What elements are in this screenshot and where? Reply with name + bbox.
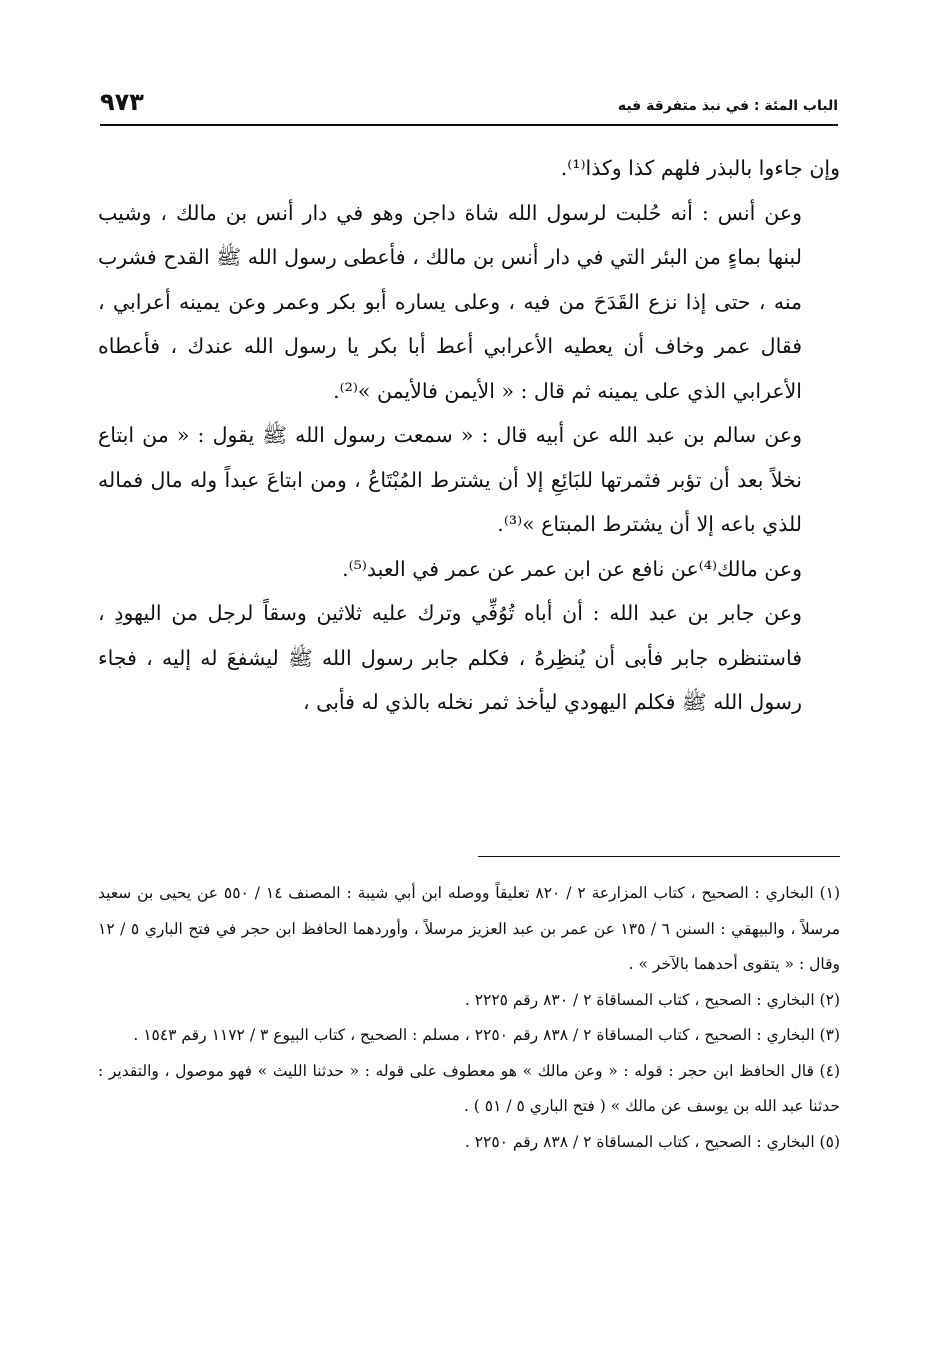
- running-title: الباب المئة : في نبذ متفرقة فيه: [617, 98, 838, 114]
- footnote-4: (٤) قال الحافظ ابن حجر : قوله : « وعن مالك » هو معطوف على قوله : « حدثنا الليث » فهو موصول ، والتقدير : حدثنا عبد الله بن يوسف عن مالك » ( فتح الباري ٥ / ٥١ ) .: [98, 1061, 840, 1115]
- page-number: ٩٧٣: [100, 88, 144, 116]
- paragraph-1: وإن جاءوا بالبذر فلهم كذا وكذا⁽¹⁾.: [560, 156, 840, 180]
- page-header: [100, 88, 838, 126]
- footnote-1: (١) البخاري : الصحيح ، كتاب المزارعة ٢ / ٨٢٠ تعليقاً ووصله ابن أبي شيبة : المصنف ١٤ / ٥٥٠ عن يحيى بن سعيد مرسلاً ، والبيهقي : السنن ٦ / ١٣٥ عن عمر بن عبد العزيز مرسلاً ، وأوردهما الحافظ ابن حجر في فتح الباري ٥ / ١٢ وقال : « يتقوى أحدهما بالآخر » .: [98, 884, 841, 973]
- paragraph-4: وعن مالك⁽⁴⁾عن نافع عن ابن عمر عن عمر في العبد⁽⁵⁾.: [342, 556, 802, 581]
- footnotes: [98, 876, 840, 1160]
- paragraph-3: وعن سالم بن عبد الله عن أبيه قال : « سمعت رسول الله ﷺ يقول : « من ابتاع نخلاً بعد أن تؤبر فثمرتها للبَائِعِ إلا أن يشترط المُبْتَاعُ ، ومن ابتاعَ عبداً وله مال فماله للذي باعه إلا أن يشترط المبتاع »⁽³⁾.: [98, 423, 802, 536]
- main-text: [98, 146, 840, 725]
- footnote-3: (٣) البخاري : الصحيح ، كتاب المساقاة ٢ / ٨٣٨ رقم ٢٢٥٠ ، مسلم : الصحيح ، كتاب البيوع ٣ / ١١٧٢ رقم ١٥٤٣ .: [133, 1026, 840, 1044]
- footnote-5: (٥) البخاري : الصحيح ، كتاب المساقاة ٢ / ٨٣٨ رقم ٢٢٥٠ .: [464, 1132, 840, 1151]
- paragraph-5: وعن جابر بن عبد الله : أن أباه تُوُفِّي وترك عليه ثلاثين وسقاً لرجل من اليهودِ ، فاستنظره جابر فأبى أن يُنظِرهُ ، فكلم جابر رسول الله ﷺ ليشفعَ له إليه ، فجاء رسول الله ﷺ فكلم اليهودي ليأخذ ثمر نخله بالذي له فأبى ،: [98, 601, 802, 714]
- footnote-separator: [478, 856, 840, 857]
- header-rule: [100, 124, 838, 126]
- footnote-2: (٢) البخاري : الصحيح ، كتاب المساقاة ٢ / ٨٣٠ رقم ٢٢٢٥ .: [464, 990, 840, 1009]
- paragraph-2: وعن أنس : أنه حُلبت لرسول الله شاة داجن وهو في دار أنس بن مالك ، وشيب لبنها بماءٍ من البئر التي في دار أنس بن مالك ، فأعطى رسول الله ﷺ القدح فشرب منه ، حتى إذا نزع القَدَحَ من فيه ، وعلى يساره أبو بكر وعمر وعن يمينه أعرابي ، فقال عمر وخاف أن يعطيه الأعرابي أعط أبا بكر يا رسول الله عندك ، فأعطاه الأعرابي الذي على يمينه ثم قال : « الأيمن فالأيمن »⁽²⁾.: [98, 200, 802, 403]
